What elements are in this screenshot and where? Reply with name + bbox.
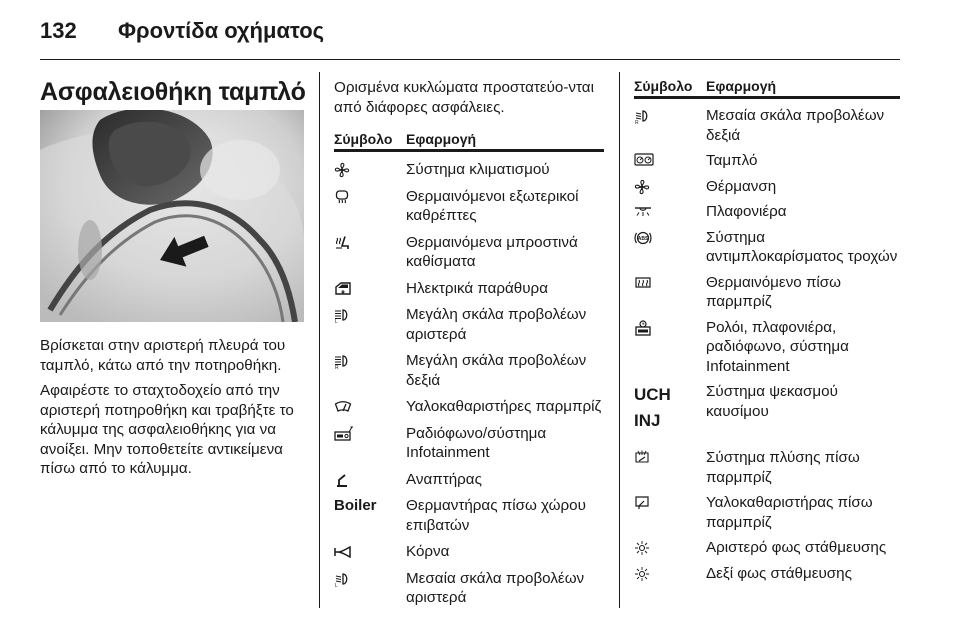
high-beam-right-icon [334,353,350,369]
clock-icon [634,320,652,336]
table-row [634,318,900,377]
fuse-application: Μεσαία σκάλα προβολέων αριστερά [406,569,585,606]
svg-text:R: R [635,120,639,124]
svg-text:L: L [335,319,338,323]
low-beam-right-icon [634,108,650,124]
fan-icon [334,162,350,178]
fuse-application: Ραδιόφωνο/σύστημα Infotainment [406,424,547,461]
parking-light-left-icon [634,540,650,556]
page-header [0,0,960,62]
interior-light-icon [634,204,652,220]
location-paragraph: Βρίσκεται στην αριστερή πλευρά του ταμπλό, κάτω από την ποτηροθήκη. [40,337,286,374]
table-row [634,273,900,312]
fan-icon [634,179,650,195]
middle-column [334,78,604,608]
header-symbol: Σύμβολο [334,131,393,147]
fuse-application: Μεσαία σκάλα προβολέων δεξιά [706,107,885,144]
header-application: Εφαρμογή [706,78,777,94]
fuse-application: Σύστημα κλιματισμού [406,161,550,178]
fuse-application: Σύστημα αντιμπλοκαρίσματος τροχών [706,228,898,265]
fuse-application: Μεγάλη σκάλα προβολέων αριστερά [406,306,587,343]
table-row [334,160,604,180]
table-row [334,397,604,417]
rear-wiper-icon [634,495,650,511]
table-row [634,151,900,171]
header-rule [40,59,900,60]
table-row [634,538,900,558]
fuse-box-description [40,336,306,479]
cigarette-lighter-icon [334,472,350,488]
fuse-application: Αριστερό φως στάθμευσης [706,539,887,556]
fuse-table-header [634,78,900,99]
table-row [334,424,604,463]
low-beam-left-icon [334,571,350,587]
horn-icon [334,544,352,560]
fuse-application: Ρολόι, πλαφονιέρα, ραδιόφωνο, σύστημα Infotainment [706,318,849,375]
table-row [634,106,900,145]
fuse-application: Ηλεκτρικά παράθυρα [406,279,548,297]
heated-mirror-icon [334,189,350,205]
table-row [634,493,900,532]
fuse-application: Σύστημα πλύσης πίσω παρμπρίζ [706,449,860,486]
column-divider-2 [619,72,620,608]
rear-defrost-icon [634,275,652,291]
table-row [634,202,900,222]
page-number: 132 [40,18,77,43]
table-row [334,305,604,344]
table-row [634,177,900,197]
table-row [334,470,604,490]
svg-text:R: R [335,365,339,369]
fuse-application: Υαλοκαθαριστήρας πίσω παρμπρίζ [706,494,873,531]
table-row [334,496,604,535]
svg-text:ABS: ABS [637,235,649,242]
fuse-box-photo [40,110,304,322]
fuse-application: Δεξί φως στάθμευσης [706,564,852,582]
table-row [334,233,604,272]
wiper-icon [334,399,352,415]
instrument-panel-icon [634,153,654,167]
table-row [634,382,900,434]
fuse-application: Θερμαντήρας πίσω χώρου επιβατών [406,497,586,534]
right-column [634,78,900,583]
table-row [634,228,900,267]
uch-inj-symbol: UCH INJ [634,385,671,430]
radio-icon [334,426,354,442]
section-heading: Ασφαλειοθήκη ταμπλό [40,78,306,106]
fuse-table-header [334,131,604,152]
fuse-application: Υαλοκαθαριστήρες παρμπρίζ [406,398,602,415]
header-symbol: Σύμβολο [634,78,693,94]
column-divider-1 [319,72,320,608]
intro-text: Ορισμένα κυκλώματα προστατεύο-νται από διάφορες ασφάλειες. [334,79,594,116]
fuse-application: Κόρνα [406,543,450,560]
table-row [634,564,900,584]
table-row [334,542,604,562]
svg-text:L: L [335,582,338,587]
heated-seat-icon [334,235,350,251]
fuse-application: Θερμαινόμενα μπροστινά καθίσματα [406,233,578,270]
parking-light-right-icon [634,566,650,582]
fuse-application: Θερμαινόμενο πίσω παρμπρίζ [706,273,842,310]
fuse-application: Θέρμανση [706,177,777,195]
fuse-application: Σύστημα ψεκασμού καυσίμου [706,383,838,420]
table-row [334,351,604,390]
header-application: Εφαρμογή [406,131,477,147]
power-window-icon [334,281,352,297]
table-row [634,448,900,487]
high-beam-left-icon [334,307,350,323]
table-row [334,279,604,299]
table-row [334,187,604,226]
fuse-application: Ταμπλό [706,152,758,169]
instruction-paragraph: Αφαιρέστε το σταχτοδοχείο από την αριστερή ποτηροθήκη και τραβήξτε το κάλυμμα της ασφαλειοθήκης για να ανοίξει. Μην τοποθετείτε αντικείμενα πίσω από το κάλυμμα. [40,382,294,477]
chapter-title: Φροντίδα οχήματος [118,18,325,43]
boiler-symbol: Boiler [334,497,377,514]
rear-washer-icon [634,450,650,466]
abs-icon [634,230,652,246]
fuse-application: Μεγάλη σκάλα προβολέων δεξιά [406,352,587,389]
fuse-application: Θερμαινόμενοι εξωτερικοί καθρέπτες [406,187,579,224]
table-row [334,569,604,608]
fuse-application: Αναπτήρας [406,470,482,488]
fuse-application: Πλαφονιέρα [706,203,787,220]
